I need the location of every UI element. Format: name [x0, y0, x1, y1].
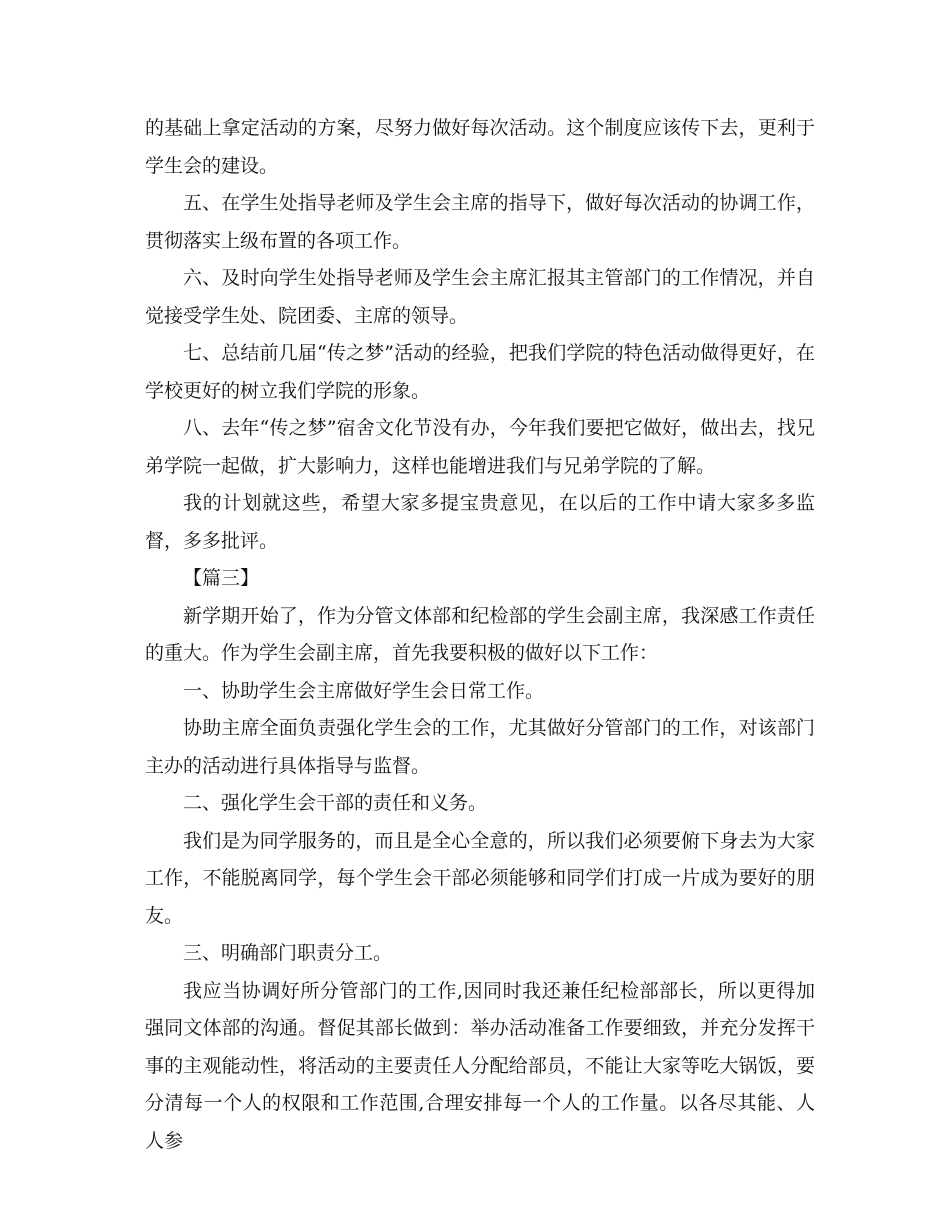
paragraph-body-three: 我应当协调好所分管部门的工作,因同时我还兼任纪检部部长，所以更得加强同文体部的沟通。督促其部长做到：举办活动准备工作要细致，并充分发挥干事的主观能动性，将活动的主要责任人分配给部员，不能让大家等吃大锅饭，要分清每一个人的权限和工作范围,合理安排每一个人的工作量。以各尽其能、人人参 — [145, 979, 815, 1152]
paragraph-heading-one: 一、协助学生会主席做好学生会日常工作。 — [183, 679, 545, 702]
paragraph-item-six: 六、及时向学生处指导老师及学生会主席汇报其主管部门的工作情况，并自觉接受学生处、院团委、主席的领导。 — [145, 267, 815, 327]
paragraph-item-eight: 八、去年“传之梦”宿舍文化节没有办，今年我们要把它做好，做出去，找兄弟学院一起做，扩大影响力，这样也能增进我们与兄弟学院的了解。 — [145, 417, 815, 477]
section-heading: 【篇三】 — [183, 567, 260, 589]
paragraph-heading-three: 三、明确部门职责分工。 — [183, 942, 393, 964]
paragraph-body-one: 协助主席全面负责强化学生会的工作，尤其做好分管部门的工作，对该部门主办的活动进行具体指导与监督。 — [145, 717, 815, 777]
paragraph-intro: 新学期开始了，作为分管文体部和纪检部的学生会副主席，我深感工作责任的重大。作为学生会副主席，首先我要积极的做好以下工作： — [145, 604, 815, 664]
paragraph-heading-two: 二、强化学生会干部的责任和义务。 — [183, 792, 488, 814]
paragraph-item-five: 五、在学生处指导老师及学生会主席的指导下，做好每次活动的协调工作，贯彻落实上级布置的各项工作。 — [145, 192, 815, 252]
paragraph-item-seven: 七、总结前几届“传之梦”活动的经验，把我们学院的特色活动做得更好，在学校更好的树立我们学院的形象。 — [145, 342, 815, 402]
paragraph-closing: 我的计划就这些，希望大家多提宝贵意见，在以后的工作中请大家多多监督，多多批评。 — [145, 492, 815, 552]
paragraph-body-two: 我们是为同学服务的，而且是全心全意的，所以我们必须要俯下身去为大家工作，不能脱离同学，每个学生会干部必须能够和同学们打成一片成为要好的朋友。 — [145, 829, 815, 927]
paragraph-continuation: 的基础上拿定活动的方案，尽努力做好每次活动。这个制度应该传下去，更利于学生会的建设。 — [145, 117, 815, 177]
document-body — [145, 110, 815, 1160]
